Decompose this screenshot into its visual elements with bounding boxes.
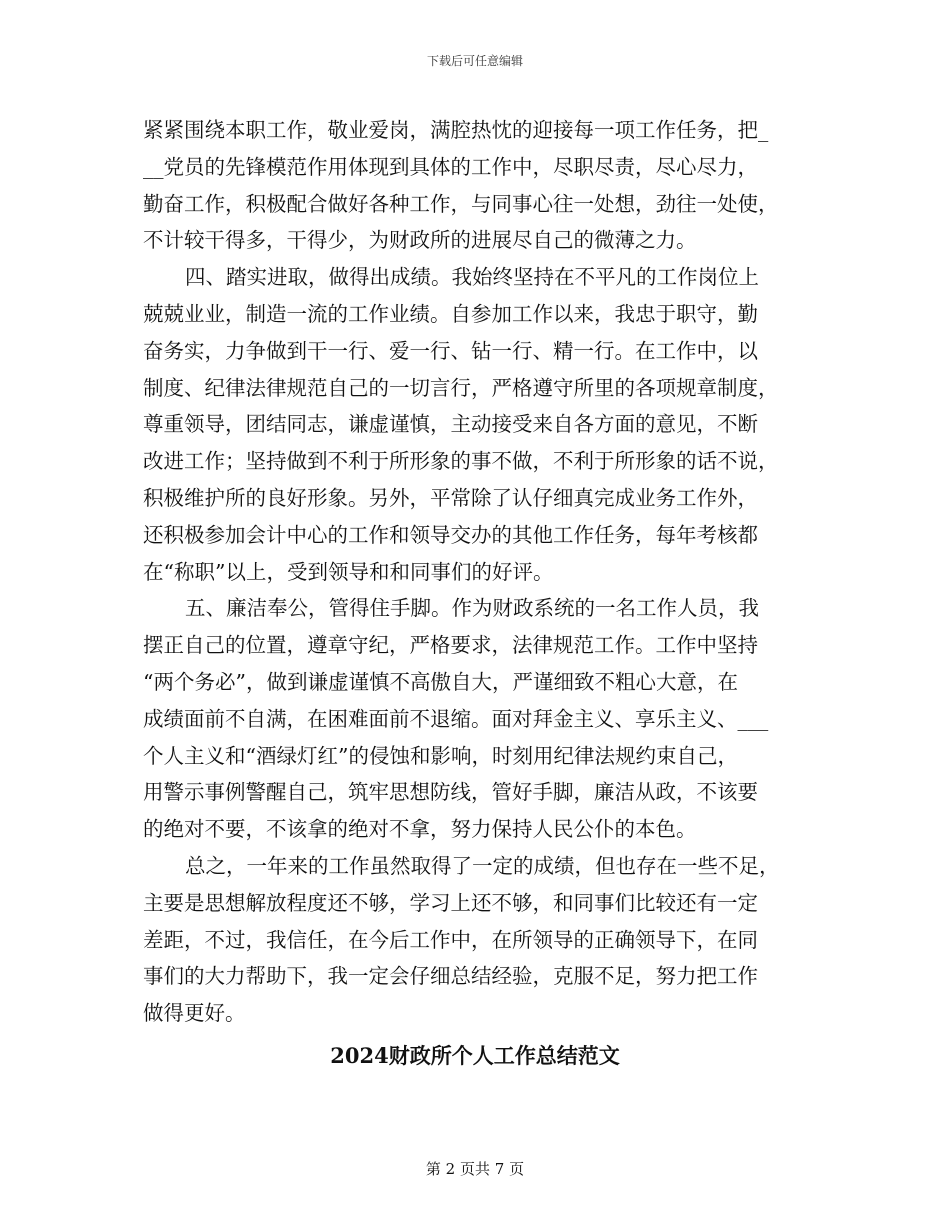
- text-line: 的绝对不要，不该拿的绝对不拿，努力保持人民公仆的本色。: [143, 817, 697, 842]
- text-line: 还积极参加会计中心的工作和领导交办的其他工作任务，每年考核都: [143, 522, 758, 547]
- body-text: [143, 112, 803, 1032]
- text-line: 奋务实，力争做到干一行、爱一行、钻一行、精一行。在工作中，以: [143, 338, 758, 363]
- text-line: 事们的大力帮助下，我一定会仔细总结经验，克服不足，努力把工作: [143, 964, 758, 989]
- text-line: 在“称职”以上，受到领导和和同事们的好评。: [143, 559, 554, 584]
- section-title: 2024财政所个人工作总结范文: [330, 1043, 620, 1068]
- text-line: 积极维护所的良好形象。另外，平常除了认仔细真完成业务工作外，: [143, 485, 758, 510]
- page-footer: 第 2 页共 7 页: [425, 1160, 525, 1178]
- paragraph-start-line: 四、踏实进取，做得出成绩。我始终坚持在不平凡的工作岗位上: [185, 265, 759, 290]
- text-line: 做得更好。: [143, 1001, 246, 1026]
- text-line: 勤奋工作，积极配合做好各种工作，与同事心往一处想，劲往一处使，: [143, 191, 779, 216]
- text-line: 紧紧围绕本职工作，敬业爱岗，满腔热忱的迎接每一项工作任务，把_: [143, 118, 769, 142]
- paragraph-start-line: 总之，一年来的工作虽然取得了一定的成绩，但也存在一些不足，: [185, 853, 780, 878]
- page-header: 下载后可任意编辑: [426, 54, 523, 68]
- text-line: 摆正自己的位置，遵章守纪，严格要求，法律规范工作。工作中坚持: [143, 633, 758, 658]
- text-line: 主要是思想解放程度还不够，学习上还不够，和同事们比较还有一定: [143, 890, 758, 915]
- text-line: 兢兢业业，制造一流的工作业绩。自参加工作以来，我忠于职守，勤: [143, 301, 758, 326]
- text-line: 制度、纪律法律规范自己的一切言行，严格遵守所里的各项规章制度，: [143, 375, 779, 400]
- text-line: 不计较干得多，干得少，为财政所的进展尽自己的微薄之力。: [143, 228, 697, 253]
- paragraph-start-line: 五、廉洁奉公，管得住手脚。作为财政系统的一名工作人员，我: [185, 596, 759, 621]
- text-line: 成绩面前不自满，在困难面前不退缩。面对拜金主义、享乐主义、___: [143, 706, 769, 731]
- text-line: “两个务必”，做到谦虚谨慎不高傲自大，严谨细致不粗心大意，在: [143, 669, 738, 694]
- text-line: 改进工作；坚持做到不利于所形象的事不做，不利于所形象的话不说，: [143, 449, 779, 474]
- text-line: 个人主义和“酒绿灯红”的侵蚀和影响，时刻用纪律法规约束自己，: [143, 743, 738, 768]
- text-line: 用警示事例警醒自己，筑牢思想防线，管好手脚，廉洁从政，不该要: [143, 780, 758, 805]
- text-line: 尊重领导，团结同志，谦虚谨慎，主动接受来自各方面的意见，不断: [143, 412, 758, 437]
- text-line: 差距，不过，我信任，在今后工作中，在所领导的正确领导下，在同: [143, 927, 758, 952]
- text-line: __党员的先锋模范作用体现到具体的工作中，尽职尽责，尽心尽力，: [143, 154, 758, 179]
